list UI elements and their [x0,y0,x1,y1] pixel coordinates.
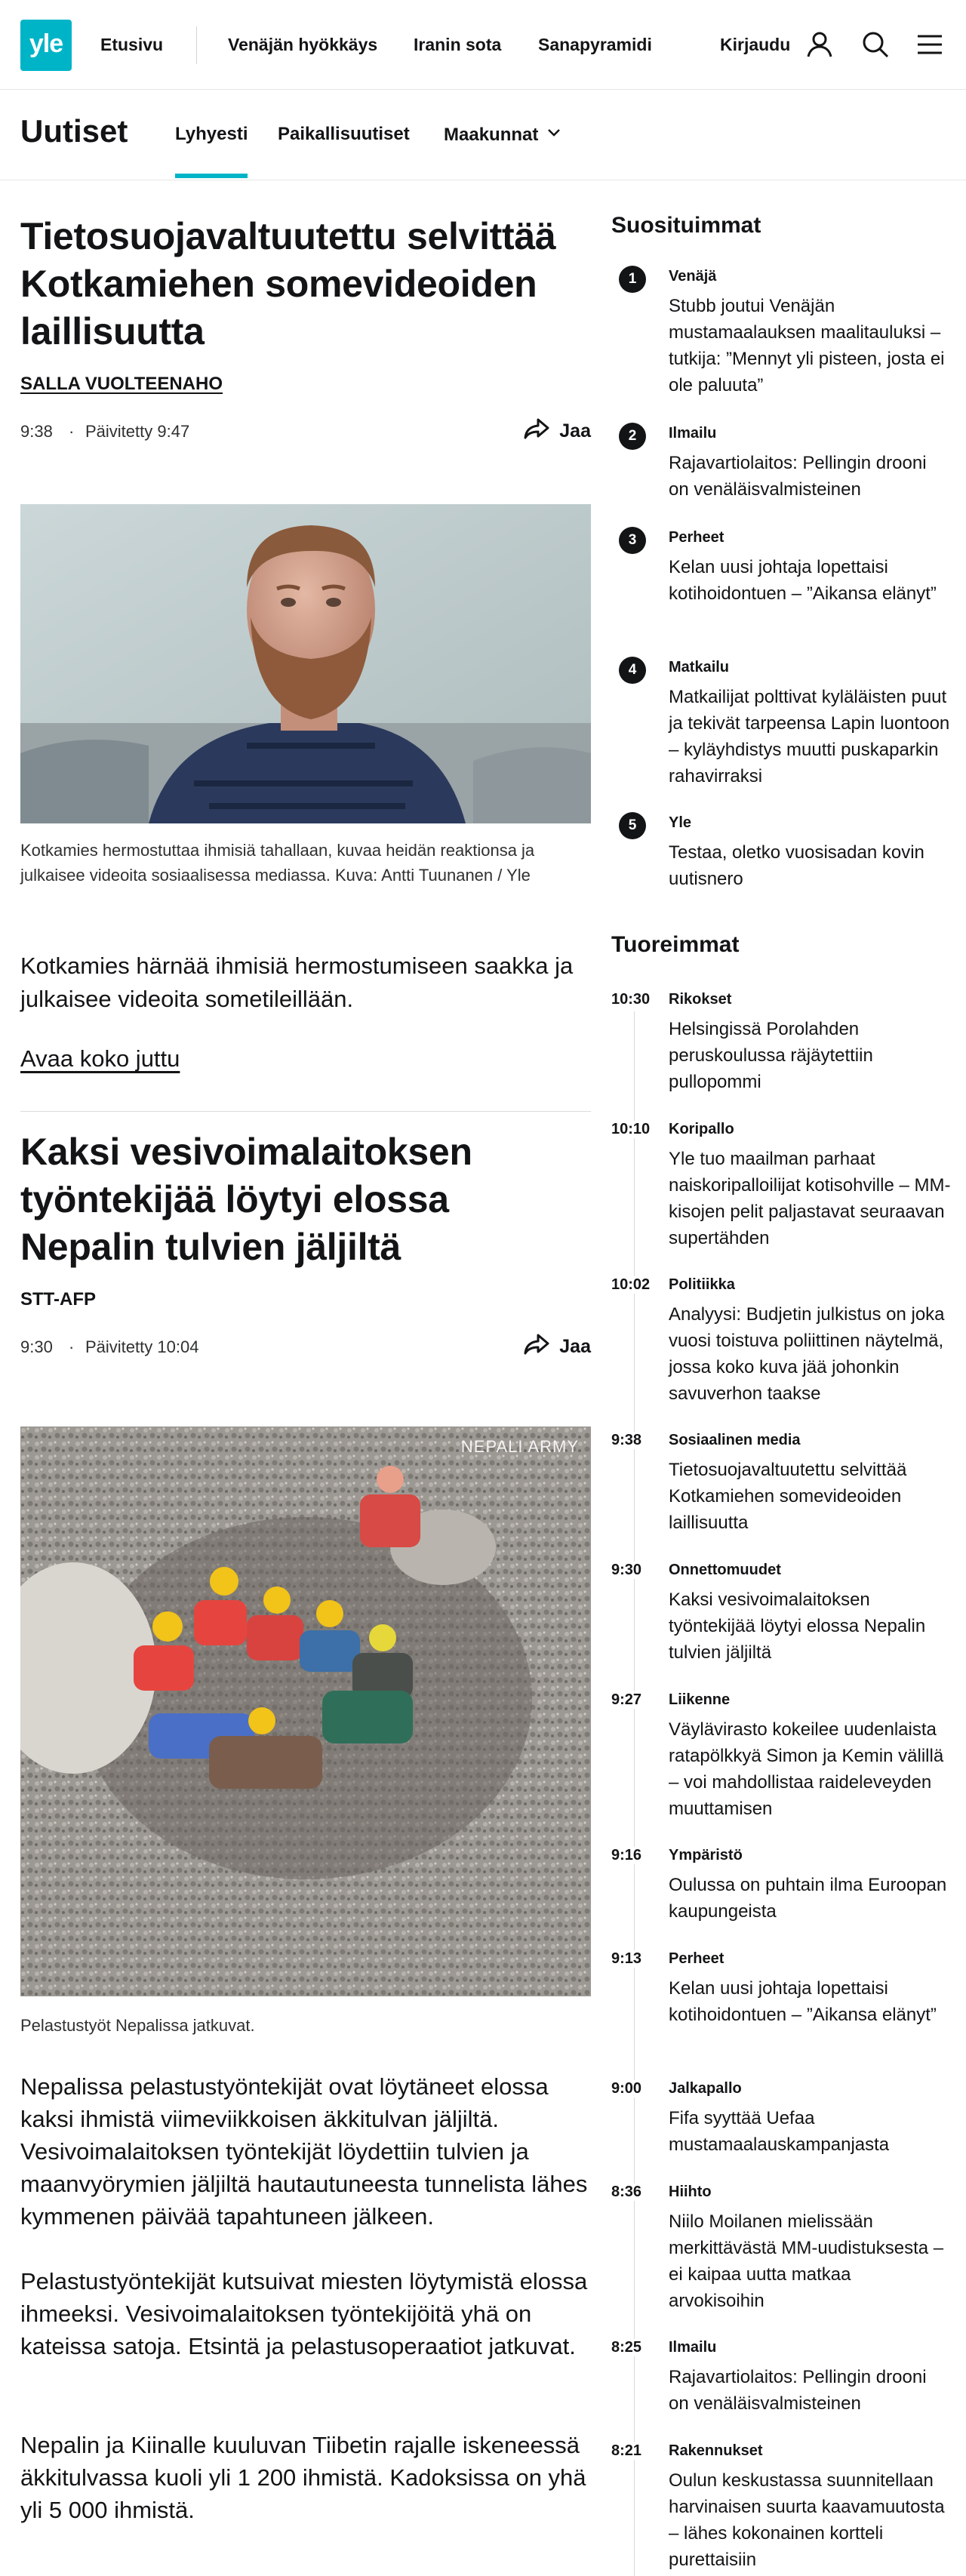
share-icon [523,1333,550,1361]
share-icon [523,417,550,445]
item-time: 8:36 [611,2184,657,2201]
item-category: Hiihto [669,2184,712,2200]
item-time: 9:30 [611,1562,657,1579]
item-category: Yle [669,814,692,831]
article-card [20,1128,591,1362]
login-link[interactable]: Kirjaudu [720,35,791,54]
tab-lyhyesti[interactable]: Lyhyesti [175,124,248,144]
item-title: Tietosuojavaltuutettu selvittää Kotkamiehen somevideoiden laillisuutta [669,1460,907,1533]
article-paragraph: Nepalissa pelastustyöntekijät ovat löytäneet elossa kaksi ihmistä viimeviikkoisen äkkitulvan jäljiltä. Vesivoimalaitoksen työntekijät löydettiin tulvien ja maanvyörymien jäljiltä hautautuneesta tunnelista lähes kymmenen päivää tapahtuneen jälkeen. [20,2073,588,2230]
item-time: 9:38 [611,1432,657,1449]
share-button[interactable] [523,1333,591,1361]
popular-item[interactable] [611,266,951,394]
latest-item[interactable] [611,1689,951,1817]
article-image-rescue [20,1426,591,1996]
nav-venajan-hyokkays[interactable]: Venäjän hyökkäys [228,35,378,54]
chevron-down-icon [546,124,562,146]
popular-item[interactable] [611,812,951,888]
updated-time: Päivitetty 10:04 [85,1337,199,1356]
item-title: Kaksi vesivoimalaitoksen työntekijää löytyi elossa Nepalin tulvien jäljiltä [669,1590,926,1663]
rank-badge: 2 [619,423,646,450]
tab-maakunnat-label: Maakunnat [444,124,539,145]
yle-logo[interactable] [20,20,72,71]
latest-item[interactable] [611,1948,951,2046]
item-time: 8:25 [611,2339,657,2356]
item-title: Niilo Moilanen mielissään merkittävästä MM-uudistuksesta – ei kaipaa uutta matkaa arvokisoihin [669,2211,944,2311]
popular-heading: Suosituimmat [611,213,761,238]
latest-item[interactable] [611,1559,951,1663]
item-time: 9:27 [611,1691,657,1709]
article-author: STT-AFP [20,1289,96,1310]
item-category: Liikenne [669,1691,731,1708]
latest-item[interactable] [611,2181,951,2310]
item-title: Kelan uusi johtaja lopettaisi kotihoidontuen – ”Aikansa elänyt” [669,557,937,604]
active-tab-indicator [175,174,248,178]
latest-item[interactable] [611,1430,951,1533]
rank-badge: 1 [619,266,646,293]
publish-time: 9:30 [20,1337,53,1356]
article-card [20,213,591,446]
share-button[interactable] [523,417,591,445]
rank-badge: 4 [619,657,646,684]
image-watermark: NEPALI ARMY [460,1437,579,1456]
section-title: Uutiset [20,113,128,149]
item-category: Rakennukset [669,2442,763,2459]
latest-item[interactable] [611,1274,951,1402]
updated-time: Päivitetty 9:47 [85,422,190,441]
item-time: 8:21 [611,2442,657,2460]
item-category: Onnettomuudet [669,1562,781,1578]
item-category: Rikokset [669,991,732,1008]
popular-item[interactable] [611,527,951,625]
latest-item[interactable] [611,989,951,1092]
rank-badge: 3 [619,527,646,554]
article-lead: Kotkamies härnää ihmisiä hermostumiseen saakka ja julkaisee videoita sometileillään. [20,953,574,1012]
search-icon[interactable] [859,28,892,61]
item-time: 10:10 [611,1121,657,1138]
tab-maakunnat[interactable] [444,124,562,146]
item-title: Helsingissä Porolahden peruskoulussa räjäytettiin pullopommi [669,1019,873,1092]
article-paragraph: Nepalin ja Kiinalle kuuluvan Tiibetin rajalle iskeneessä äkkitulvassa kuoli yli 1 200 ihmistä. Kadoksissa on yhä yli 5 000 ihmistä. [20,2432,586,2523]
item-category: Koripallo [669,1121,734,1137]
article-title[interactable]: Tietosuojavaltuutettu selvittää Kotkamiehen somevideoiden laillisuutta [20,215,556,352]
article-meta [20,416,591,446]
image-caption: Kotkamies hermostuttaa ihmisiä tahallaan, kuvaa heidän reaktionsa ja julkaisee videoita sosiaalisessa mediassa. Kuva: Antti Tuunanen / Yle [20,841,535,885]
popular-item[interactable] [611,423,951,498]
item-title: Fifa syyttää Uefaa mustamaalauskampanjasta [669,2108,890,2155]
item-category: Ilmailu [669,2339,717,2356]
item-time: 9:00 [611,2080,657,2097]
latest-item[interactable] [611,1119,951,1247]
publish-time: 9:38 [20,422,53,441]
article-divider [20,1111,591,1112]
item-title: Testaa, oletko vuosisadan kovin uutisnero [669,842,924,889]
nav-etusivu[interactable]: Etusivu [100,35,164,54]
item-time: 10:02 [611,1276,657,1294]
share-label: Jaa [559,1336,591,1357]
nav-iranin-sota[interactable]: Iranin sota [414,35,502,54]
latest-item[interactable] [611,2440,951,2568]
item-category: Perheet [669,1950,724,1967]
read-more-link[interactable]: Avaa koko juttu [20,1045,180,1072]
nav-divider [196,26,197,64]
nav-sanapyramidi[interactable]: Sanapyramidi [538,35,652,54]
popular-item[interactable] [611,657,951,785]
item-category: Ilmailu [669,425,717,442]
item-title: Rajavartiolaitos: Pellingin drooni on venäläisvalmisteinen [669,2367,927,2414]
item-time: 10:30 [611,991,657,1008]
image-caption: Pelastustyöt Nepalissa jatkuvat. [20,2016,255,2035]
article-meta [20,1331,591,1362]
tab-paikallisuutiset[interactable]: Paikallisuutiset [278,124,410,144]
item-title: Matkailijat polttivat kyläläisten puut ja tekivät tarpeensa Lapin luontoon – kyläyhdistys muutti puskaparkin rahavirraksi [669,687,950,786]
item-category: Sosiaalinen media [669,1432,801,1448]
item-title: Väylävirasto kokeilee uudenlaista ratapölkkyä Simon ja Kemin välillä – voi mahdollistaa raideleveyden muuttamisen [669,1719,944,1819]
article-title[interactable]: Kaksi vesivoimalaitoksen työntekijää löytyi elossa Nepalin tulvien jäljiltä [20,1131,472,1268]
item-category: Matkailu [669,659,730,676]
article-author[interactable]: SALLA VUOLTEENAHO [20,374,223,394]
share-label: Jaa [559,420,591,442]
item-time: 9:13 [611,1950,657,1968]
item-title: Stubb joutui Venäjän mustamaalauksen maalitauluksi – tutkija: ”Mennyt yli pisteen, josta ei ole paluuta” [669,296,945,395]
rank-badge: 5 [619,812,646,839]
article-paragraph: Pelastustyöntekijät kutsuivat miesten löytymistä elossa ihmeeksi. Vesivoimalaitoksen työntekijöitä yhä on kateissa satoja. Etsintä ja pelastusoperaatiot jatkuvat. [20,2268,588,2359]
item-category: Venäjä [669,268,717,285]
latest-item[interactable] [611,2337,951,2412]
item-title: Oulussa on puhtain ilma Euroopan kaupungeista [669,1875,947,1922]
item-title: Kelan uusi johtaja lopettaisi kotihoidontuen – ”Aikansa elänyt” [669,1978,937,2025]
item-category: Jalkapallo [669,2080,742,2097]
item-category: Perheet [669,529,724,546]
item-title: Analyysi: Budjetin julkistus on joka vuosi toistuva poliittinen näytelmä, jossa koko kuva jää johonkin savuverhon taakse [669,1304,945,1404]
site-header [0,0,966,90]
item-time: 9:16 [611,1847,657,1864]
logo-text: yle [29,29,63,58]
latest-item[interactable] [611,2078,951,2153]
user-icon[interactable] [803,28,836,61]
meta-separator: · [69,1337,75,1356]
latest-item[interactable] [611,1845,951,1920]
item-category: Ympäristö [669,1847,743,1864]
item-title: Rajavartiolaitos: Pellingin drooni on venäläisvalmisteinen [669,453,927,500]
article-image-portrait [20,504,591,823]
item-category: Politiikka [669,1276,735,1293]
menu-icon[interactable] [913,28,946,61]
meta-separator: · [69,422,75,441]
latest-heading: Tuoreimmat [611,932,740,957]
section-bar [0,91,966,180]
item-title: Oulun keskustassa suunnitellaan harvinaisen suurta kaavamuutosta – lähes kokonainen kortteli purettaisiin [669,2470,945,2570]
item-title: Yle tuo maailman parhaat naiskoripalloilijat kotisohville – MM-kisojen pelit paljastavat seuraavan supertähden [669,1149,951,1248]
